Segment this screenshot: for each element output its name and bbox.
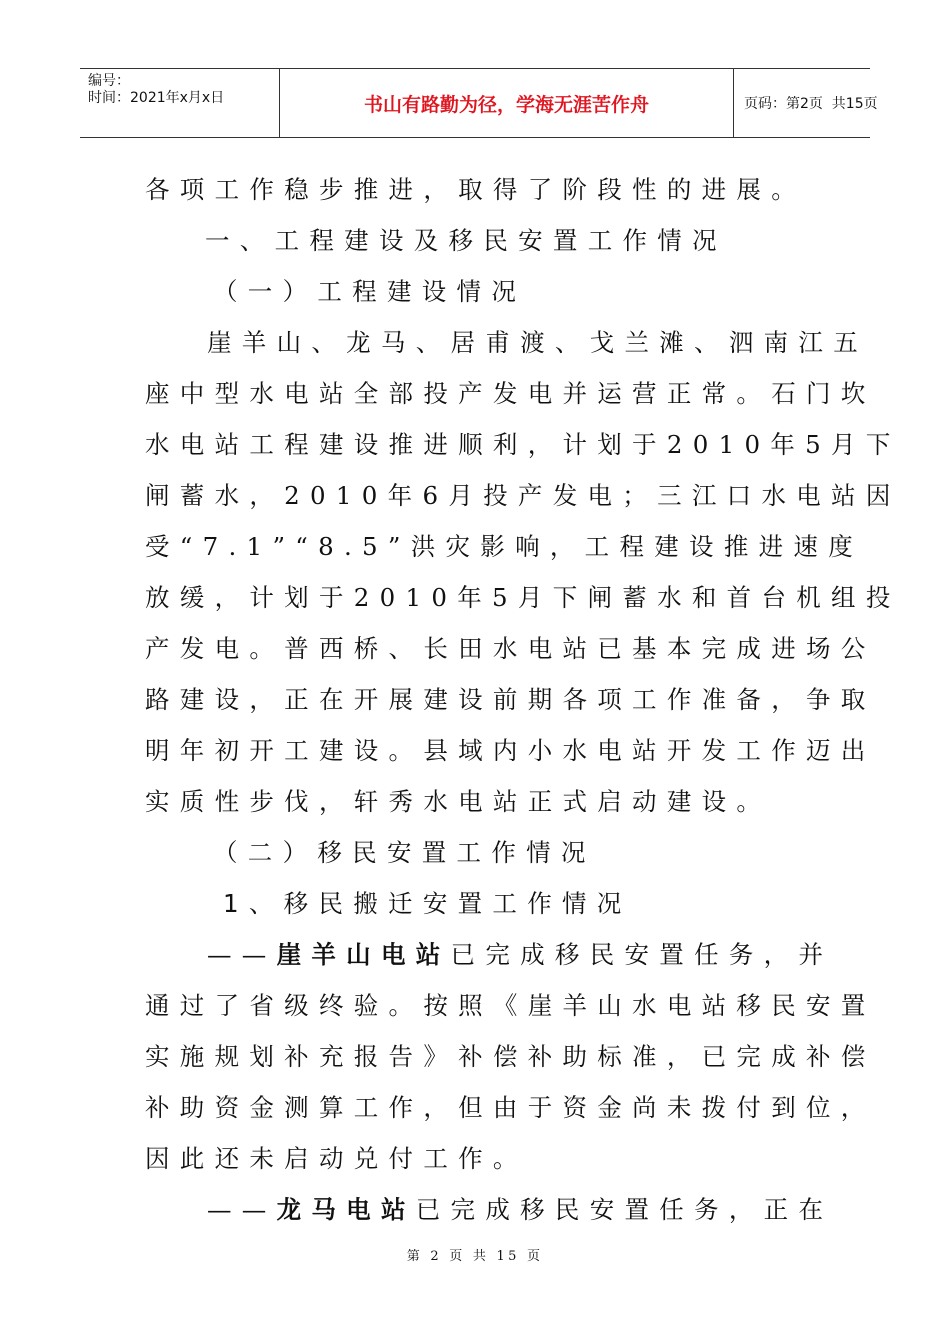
paragraph-line: 明年初开工建设。县域内小水电站开发工作迈出 [145,736,876,765]
paragraph-line: 崖羊山、龙马、居甫渡、戈兰滩、泗南江五 [207,328,869,357]
page-header [80,68,878,138]
header-meta [80,69,280,137]
section-heading: 一、工程建设及移民安置工作情况 [205,226,727,255]
paragraph-line: 座中型水电站全部投产发电并运营正常。石门坎 [145,379,876,408]
paragraph-line: 补助资金测算工作，但由于资金尚未拨付到位， [145,1093,876,1122]
page-number-label: 页码：第2页 共15页 [744,96,878,112]
paragraph-line: 实施规划补充报告》补偿补助标准，已完成补偿 [145,1042,876,1071]
dash-prefix: —— [207,1195,277,1224]
item-heading: 1、移民搬迁安置工作情况 [223,889,632,918]
document-number: 编号： [88,73,130,89]
paragraph-text: 已完成移民安置任务，并 [450,940,834,969]
subsection-heading: （一）工程建设情况 [213,277,527,306]
subsection-heading: （二）移民安置工作情况 [213,838,596,867]
header-motto: 书山有路勤为径，学海无涯苦作舟 [280,69,734,137]
station-name: 龙马电站 [276,1195,416,1224]
paragraph-line [145,1184,834,1235]
paragraph-line: 因此还未启动兑付工作。 [145,1144,528,1173]
paragraph-line: 各项工作稳步推进，取得了阶段性的进展。 [145,175,807,204]
paragraph-line: 放缓，计划于2010年5月下闸蓄水和首台机组投 [145,583,901,612]
paragraph-line: 路建设，正在开展建设前期各项工作准备，争取 [145,685,876,714]
document-date: 时间：2021年x月x日 [88,90,225,106]
station-name: 崖羊山电站 [276,940,451,969]
dash-prefix: —— [207,940,277,969]
header-page-number [734,69,878,137]
paragraph-text: 已完成移民安置任务，正在 [415,1195,834,1224]
paragraph-line: 闸蓄水，2010年6月投产发电；三江口水电站因 [145,481,901,510]
paragraph-line: 受“7.1”“8.5”洪灾影响，工程建设推进速度 [145,532,863,561]
paragraph-line: 产发电。普西桥、长田水电站已基本完成进场公 [145,634,876,663]
document-body [145,164,901,1235]
paragraph-line: 水电站工程建设推进顺利，计划于2010年5月下 [145,430,901,459]
paragraph-line: 通过了省级终验。按照《崖羊山水电站移民安置 [145,991,876,1020]
paragraph-line: 实质性步伐，轩秀水电站正式启动建设。 [145,787,772,816]
page-footer: 第 2 页 共 15 页 [406,1249,544,1264]
paragraph-line [145,929,834,980]
